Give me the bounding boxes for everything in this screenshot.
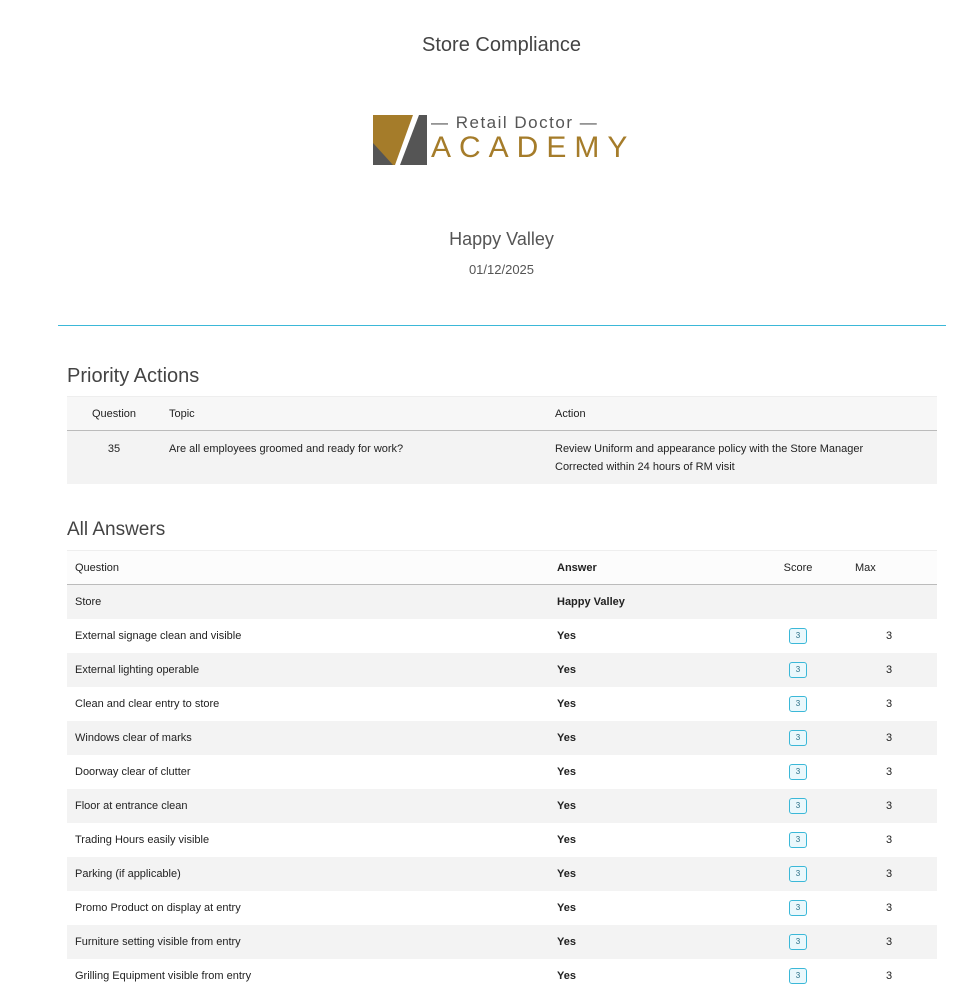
- answer-question: Parking (if applicable): [67, 857, 549, 891]
- answer-score: [755, 755, 841, 789]
- answer-value: Yes: [549, 721, 755, 755]
- table-row: [67, 619, 937, 653]
- report-date: 01/12/2025: [468, 262, 535, 277]
- table-row: [67, 687, 937, 721]
- answer-value: Yes: [557, 698, 576, 710]
- priority-action-line-2: Corrected within 24 hours of RM visit: [555, 461, 735, 473]
- answers-header-row: [67, 551, 937, 585]
- priority-action-line-1: Review Uniform and appearance policy with the Store Manager: [555, 443, 864, 455]
- answers-header-max: Max: [841, 551, 937, 585]
- answer-max: 3: [841, 789, 937, 823]
- score-badge: 3: [789, 628, 807, 644]
- answer-score: [755, 857, 841, 891]
- answer-value: Yes: [557, 902, 576, 914]
- answer-score: [755, 687, 841, 721]
- score-badge: 3: [789, 866, 807, 882]
- logo-line-1: — Retail Doctor —: [431, 113, 599, 132]
- answer-question: Doorway clear of clutter: [75, 766, 191, 778]
- answer-question: Floor at entrance clean: [67, 789, 549, 823]
- priority-header-question: Question: [67, 397, 161, 431]
- priority-action: [547, 431, 937, 485]
- answer-value: Yes: [549, 925, 755, 959]
- answer-score: [755, 789, 841, 823]
- logo-line-2: ACADEMY: [431, 131, 636, 164]
- answer-score: [755, 721, 841, 755]
- answer-value: Yes: [549, 857, 755, 891]
- answer-max: 3: [885, 834, 893, 846]
- score-badge: 3: [789, 934, 807, 950]
- answers-header-answer: Answer: [549, 551, 755, 585]
- score-badge: 3: [789, 696, 807, 712]
- score-badge: 3: [789, 730, 807, 746]
- answer-question: External signage clean and visible: [75, 630, 242, 642]
- table-row: [67, 585, 937, 620]
- answer-value: Happy Valley: [549, 585, 755, 620]
- answer-max: 3: [885, 766, 893, 778]
- answers-header-question: Question: [67, 551, 549, 585]
- answer-question: External lighting operable: [67, 653, 549, 687]
- logo-mark-icon: [373, 115, 427, 165]
- priority-question-number: 35: [67, 431, 161, 485]
- answer-score: [755, 925, 841, 959]
- priority-header-action: Action: [547, 397, 937, 431]
- table-row: [67, 925, 937, 959]
- answer-max: 3: [841, 653, 937, 687]
- table-row: [67, 857, 937, 891]
- all-answers-title: All Answers: [67, 519, 166, 540]
- answer-question: Grilling Equipment visible from entry: [75, 970, 252, 982]
- priority-row: [67, 431, 937, 485]
- score-badge: 3: [789, 662, 807, 678]
- answer-question: Store: [67, 585, 549, 620]
- answer-value: Yes: [557, 766, 576, 778]
- table-row: [67, 959, 937, 993]
- priority-topic: Are all employees groomed and ready for work?: [161, 431, 547, 485]
- answer-score: [755, 891, 841, 925]
- answer-value: Yes: [557, 970, 576, 982]
- answer-max: 3: [841, 721, 937, 755]
- retail-doctor-academy-logo: [373, 113, 643, 168]
- answer-score: [755, 653, 841, 687]
- answer-max: 3: [885, 902, 893, 914]
- answers-header-score: Score: [755, 551, 841, 585]
- answer-max: 3: [885, 698, 893, 710]
- answer-score: [755, 585, 841, 620]
- answer-score: [755, 959, 841, 993]
- answer-max: 3: [841, 925, 937, 959]
- priority-header-row: [67, 397, 937, 431]
- priority-actions-title: Priority Actions: [67, 365, 200, 387]
- answer-score: [755, 619, 841, 653]
- answer-question: Furniture setting visible from entry: [67, 925, 549, 959]
- section-divider: [58, 325, 946, 326]
- answer-value: Yes: [557, 630, 576, 642]
- page-title: Store Compliance: [422, 34, 581, 56]
- score-badge: 3: [789, 900, 807, 916]
- table-row: [67, 755, 937, 789]
- all-answers-table: [67, 550, 937, 993]
- answer-max: 3: [885, 630, 893, 642]
- answer-value: Yes: [549, 789, 755, 823]
- score-badge: 3: [789, 832, 807, 848]
- answer-score: [755, 823, 841, 857]
- answer-max: 3: [841, 857, 937, 891]
- table-row: [67, 653, 937, 687]
- answer-max: 3: [885, 970, 893, 982]
- answer-question: Trading Hours easily visible: [75, 834, 210, 846]
- score-badge: 3: [789, 764, 807, 780]
- answer-value: Yes: [557, 834, 576, 846]
- answer-question: Windows clear of marks: [67, 721, 549, 755]
- answer-question: Promo Product on display at entry: [75, 902, 241, 914]
- score-badge: 3: [789, 798, 807, 814]
- table-row: [67, 823, 937, 857]
- priority-header-topic: Topic: [161, 397, 547, 431]
- store-name: Happy Valley: [449, 229, 554, 249]
- answer-question: Clean and clear entry to store: [75, 698, 220, 710]
- priority-actions-table: [67, 396, 937, 484]
- table-row: [67, 721, 937, 755]
- answer-value: Yes: [549, 653, 755, 687]
- table-row: [67, 789, 937, 823]
- score-badge: 3: [789, 968, 807, 984]
- answer-max: [841, 585, 937, 620]
- table-row: [67, 891, 937, 925]
